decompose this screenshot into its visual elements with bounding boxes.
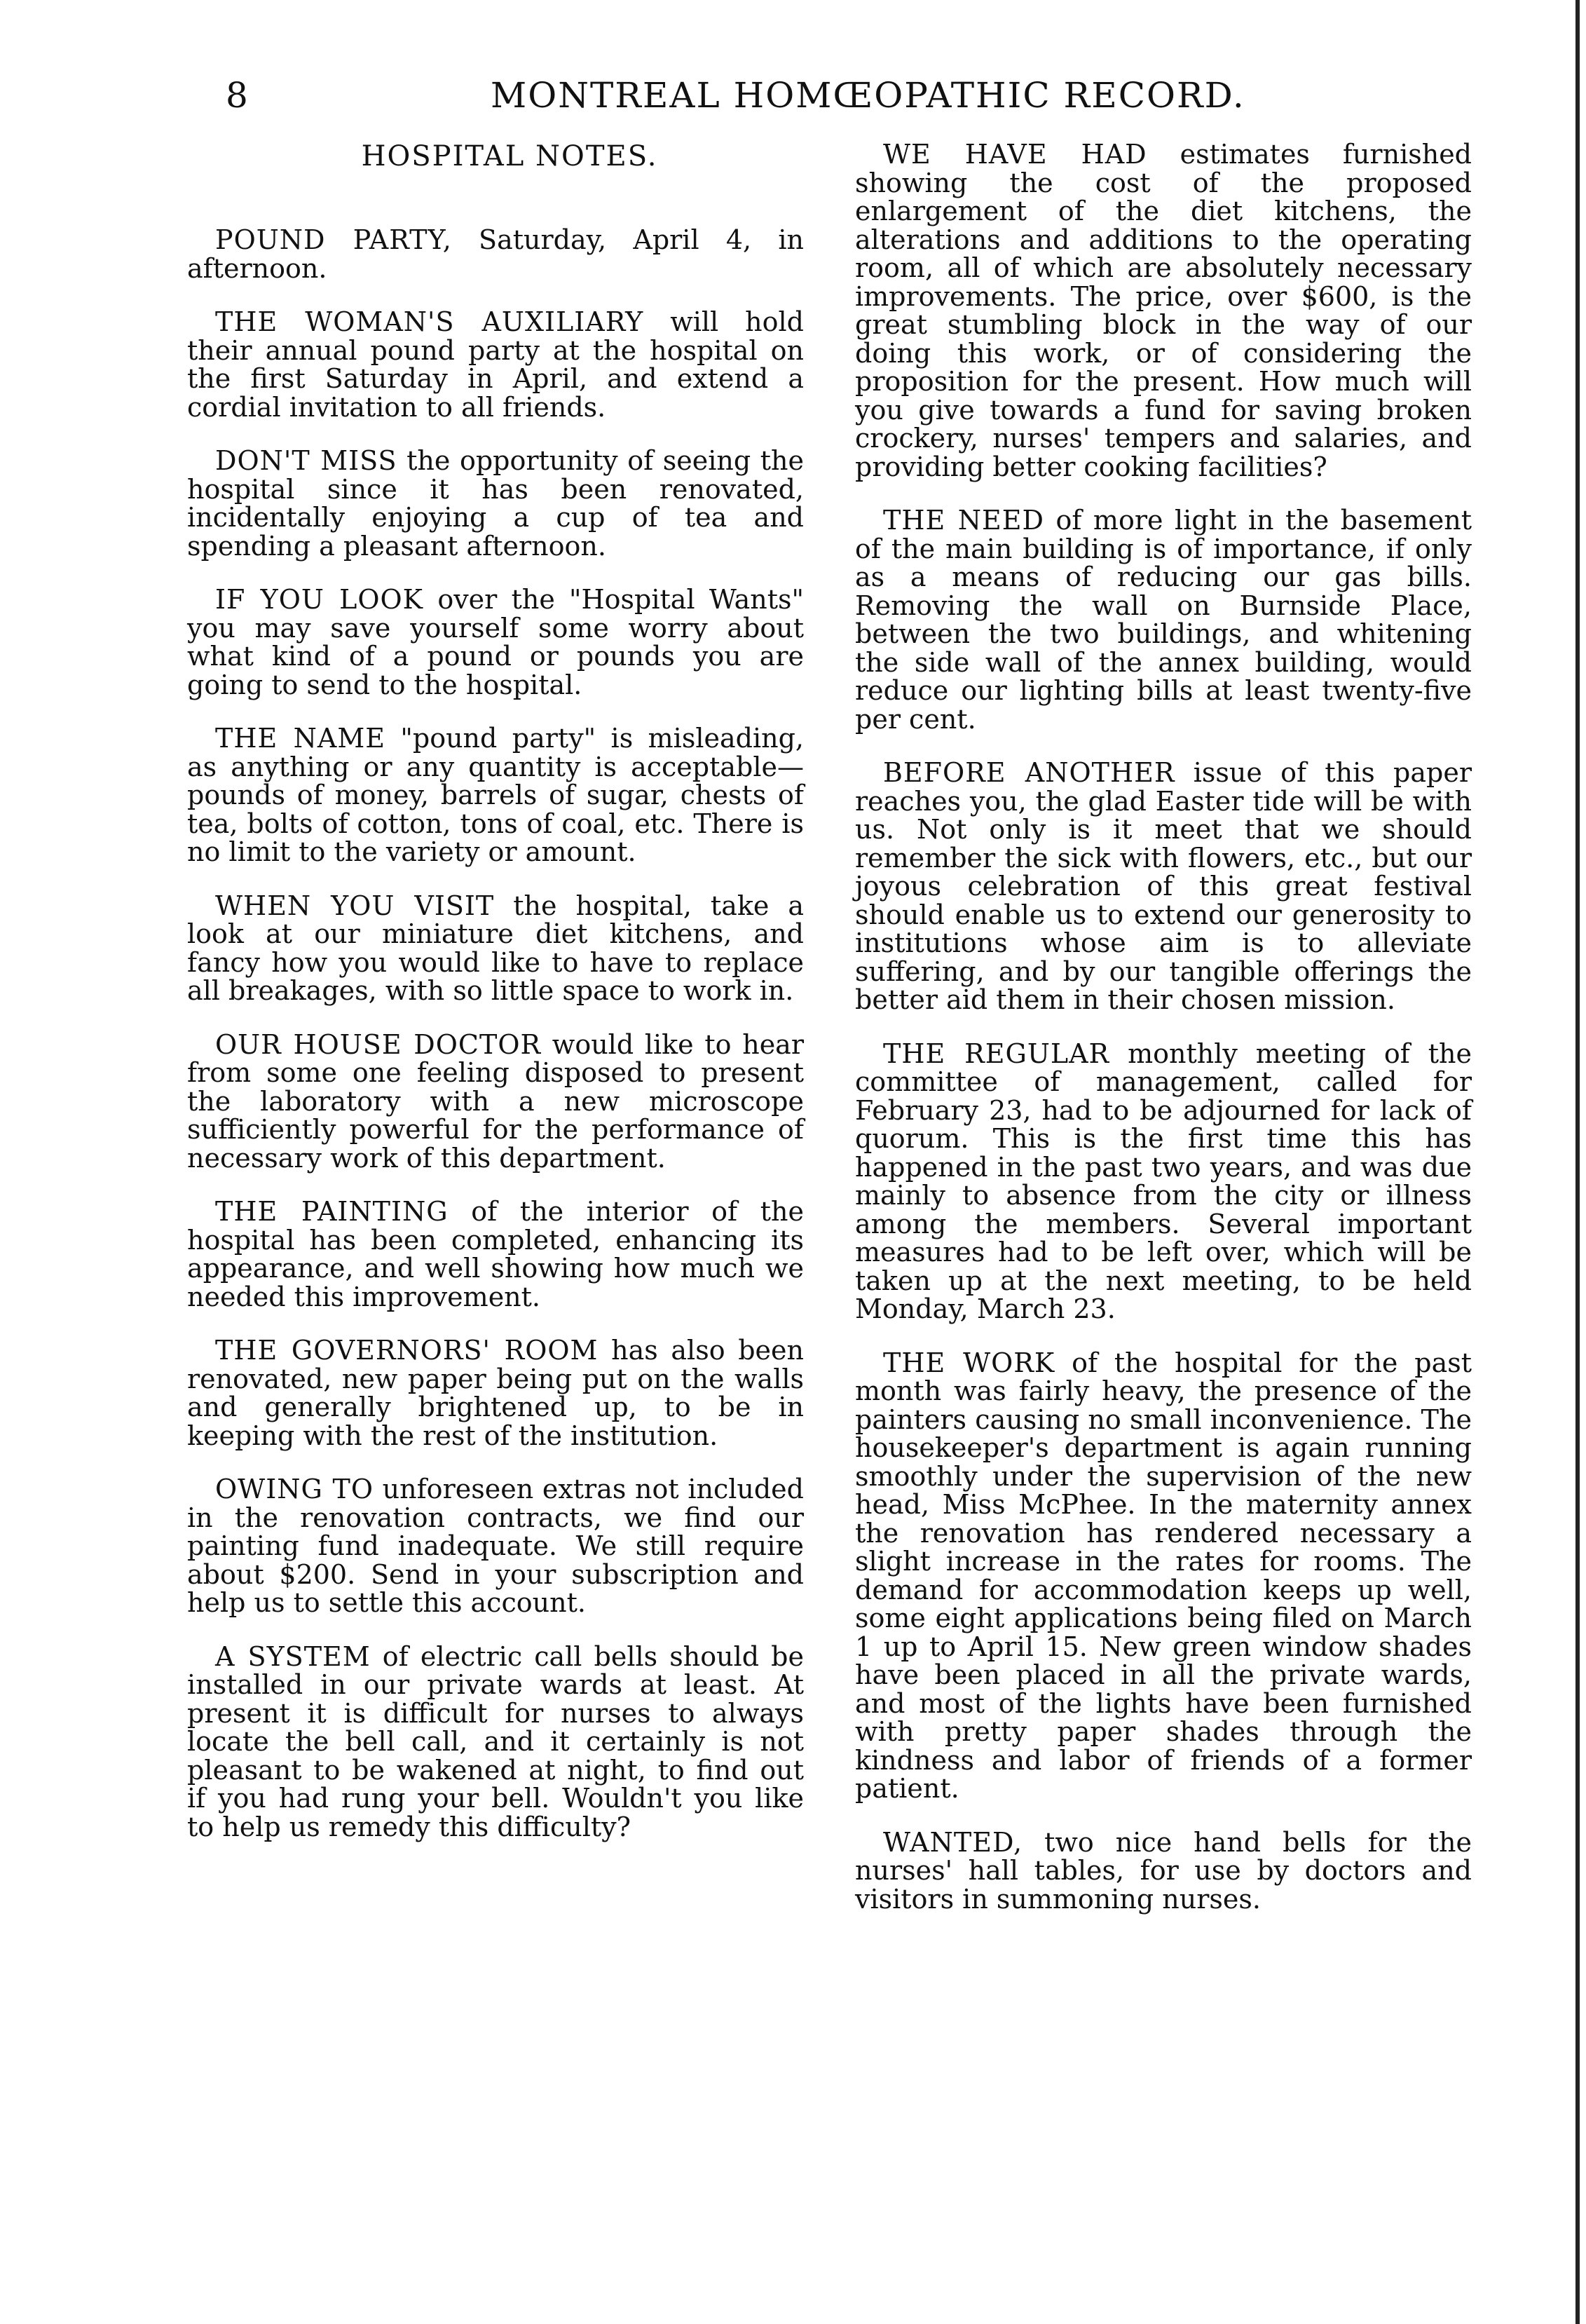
news-note xyxy=(187,892,804,1005)
note-lead: THE PAINTING xyxy=(215,1196,449,1227)
note-text: the opportunity of seeing the hospital since it has been renovated, incidentally enjoying a cup of tea and spending a pleasant afternoon. xyxy=(187,445,804,562)
news-note xyxy=(187,308,804,421)
note-lead: THE NEED xyxy=(883,505,1044,536)
note-lead: POUND PARTY, xyxy=(215,224,452,255)
note-text: of the interior of the hospital has been completed, enhancing its appearance, and well showing how much we needed this improvement. xyxy=(187,1196,804,1312)
note-lead: THE GOVERNORS' ROOM xyxy=(215,1335,599,1366)
note-lead: IF YOU LOOK xyxy=(215,584,424,615)
news-note xyxy=(855,140,1472,481)
note-lead: WANTED, xyxy=(883,1826,1023,1858)
right-notes xyxy=(855,140,1472,1913)
note-lead: A SYSTEM xyxy=(215,1640,371,1672)
news-note xyxy=(855,1828,1472,1914)
note-lead: THE NAME xyxy=(215,723,385,754)
note-text: Saturday, April 4, in afternoon. xyxy=(187,224,804,284)
news-note xyxy=(187,1475,804,1617)
news-note xyxy=(187,226,804,283)
note-lead: DON'T MISS xyxy=(215,445,397,476)
news-note xyxy=(187,585,804,699)
note-lead: WE HAVE HAD xyxy=(883,139,1147,170)
note-lead: BEFORE ANOTHER xyxy=(883,757,1175,788)
note-text: the hospital, take a look at our miniature diet kitchens, and fancy how you would like to have to replace all breakages, with so little space to work in. xyxy=(187,890,805,1006)
news-note xyxy=(187,1640,804,1842)
journal-title: MONTREAL HOMŒOPATHIC RECORD. xyxy=(491,75,1245,116)
news-note xyxy=(187,1197,804,1311)
news-note xyxy=(187,1336,804,1450)
news-note xyxy=(855,759,1472,1014)
note-text: two nice hand bells for the nurses' hall tables, for use by doctors and visitors in summoning nurses. xyxy=(855,1826,1472,1915)
note-text: estimates furnished showing the cost of the proposed enlargement of the diet kitchens, the alterations and additions to the operating room, all of which are absolutely necessary improvements. The price, over $600, is the great stumbling block in the way of our doing this work, or of considering the proposition for the present. How much will you give towards a fund for saving broken crockery, nurses' tempers and salaries, and providing better cooking facilities? xyxy=(855,139,1472,482)
note-text: over the "Hospital Wants" you may save yourself some worry about what kind of a pound or pounds you are going to send to the hospital. xyxy=(187,584,804,700)
left-notes xyxy=(187,226,804,1841)
right-column xyxy=(855,140,1472,1938)
page-edge-line xyxy=(1575,0,1580,2324)
page-header xyxy=(0,70,1586,126)
note-text: would like to hear from some one feeling disposed to present the laboratory with a new microscope sufficiently powerful for the performance of necessary work of this department. xyxy=(187,1028,804,1174)
note-text: of the hospital for the past month was fairly heavy, the presence of the painters causing no small inconvenience. The housekeeper's department is again running smoothly under the supervision of the new head, Miss McPhee. In the maternity annex the renovation has rendered necessary a slight increase in the rates for rooms. The demand for accommodation keeps up well, some eight applications being filed on March 1 up to April 15. New green window shades have been placed in all the private wards, and most of the lights have been furnished with pretty paper shades through the kindness and labor of friends of a former patient. xyxy=(855,1347,1472,1804)
note-text: unforeseen extras not included in the renovation contracts, we find our painting fund inadequate. We still require about $200. Send in your subscription and help us to settle this account. xyxy=(187,1474,804,1618)
news-note xyxy=(187,724,804,867)
note-text: of electric call bells should be installed in our private wards at least. At present it is difficult for nurses to always locate the bell call, and it certainly is not pleasant to be wakened at night, to find out if you had rung your bell. Wouldn't you like to help us remedy this difficulty? xyxy=(187,1640,804,1842)
news-note xyxy=(855,1040,1472,1324)
note-lead: WHEN YOU VISIT xyxy=(215,890,495,921)
note-lead: OWING TO xyxy=(215,1474,374,1504)
note-text: issue of this paper reaches you, the glad Easter tide will be with us. Not only is it meet that we should remember the sick with flowers, etc., but our joyous celebration of this great festival should enable us to extend our generosity to institutions whose aim is to alleviate suffering, and by our tangible offerings the better aid them in their chosen mission. xyxy=(855,757,1472,1015)
news-note xyxy=(855,506,1472,733)
left-column xyxy=(187,140,804,1866)
news-note xyxy=(855,1349,1472,1803)
note-lead: THE WORK xyxy=(883,1347,1055,1378)
news-note xyxy=(187,1028,804,1174)
note-lead: THE WOMAN'S AUXILIARY xyxy=(215,306,644,337)
news-note xyxy=(187,447,804,560)
note-lead: THE REGULAR xyxy=(883,1038,1110,1069)
page-number: 8 xyxy=(226,75,248,116)
note-text: of more light in the basement of the main building is of importance, if only as a means of reducing our gas bills. Removing the wall on Burnside Place, between the two buildings, and whitening the side wall of the annex building, would reduce our lighting bills at least twenty-five per cent. xyxy=(855,505,1472,735)
note-text: "pound party" is misleading, as anything or any quantity is acceptable—pounds of money, barrels of sugar, chests of tea, bolts of cotton, tons of coal, etc. There is no limit to the variety or amount. xyxy=(187,723,804,867)
section-heading: HOSPITAL NOTES. xyxy=(361,140,658,172)
note-lead: OUR HOUSE DOCTOR xyxy=(215,1028,542,1060)
note-text: monthly meeting of the committee of management, called for February 23, had to be adjourned for lack of quorum. This is the first time this has happened in the past two years, and was due mainly to absence from the city or illness among the members. Several important measures had to be left over, which will be taken up at the next meeting, to be held Monday, March 23. xyxy=(855,1038,1472,1324)
note-text: will hold their annual pound party at the hospital on the first Saturday in April, and extend a cordial invitation to all friends. xyxy=(187,306,804,423)
note-text: has also been renovated, new paper being put on the walls and generally brightened up, to be in keeping with the rest of the institution. xyxy=(187,1335,804,1451)
